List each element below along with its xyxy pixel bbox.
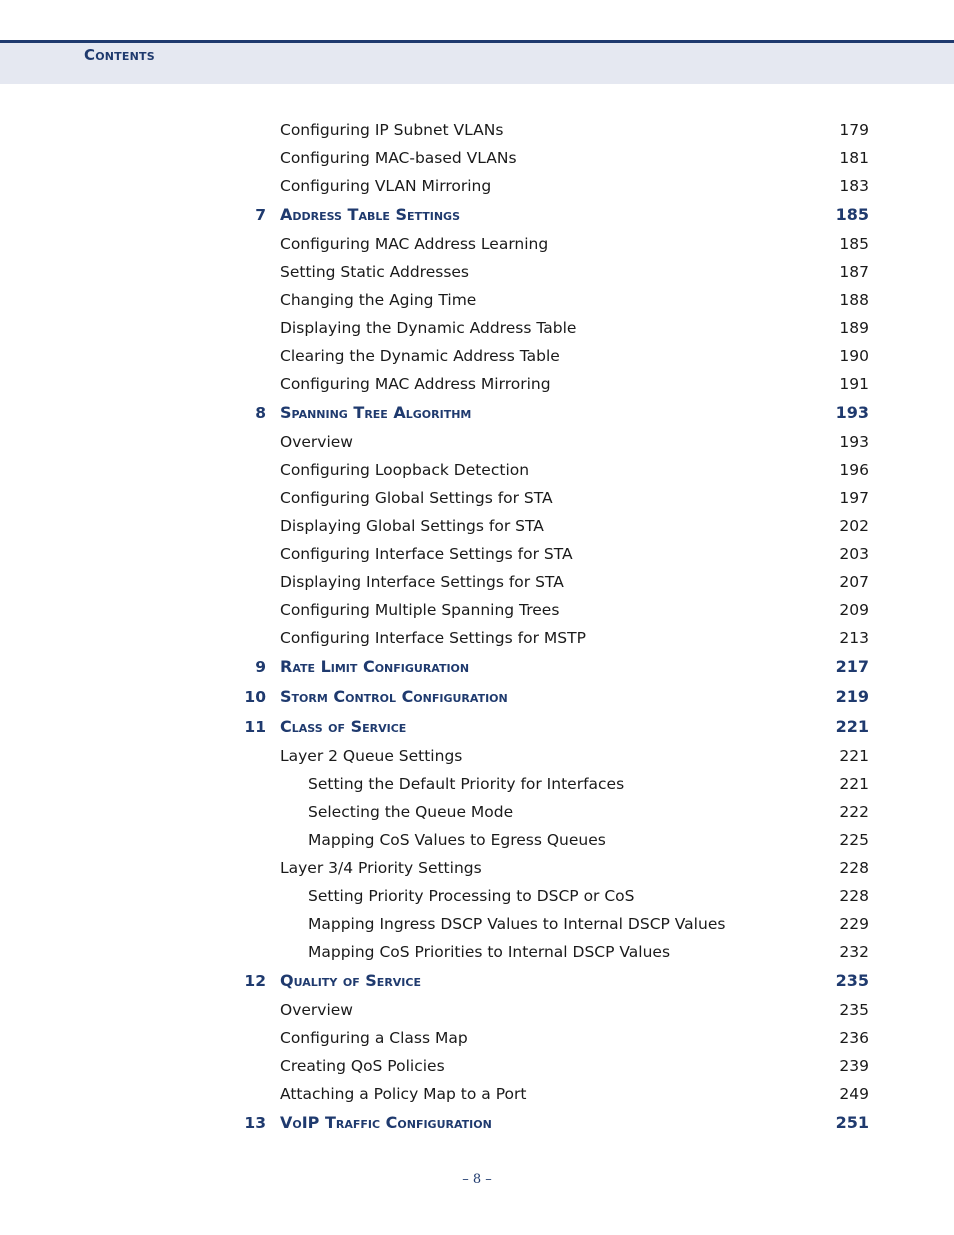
page-ref: 228 [839, 887, 869, 905]
chapter-title[interactable]: Quality of Service [280, 971, 421, 990]
chapter-title[interactable]: Storm Control Configuration [280, 687, 508, 706]
toc-entry-row[interactable] [0, 484, 954, 512]
entry-title[interactable]: Configuring Interface Settings for MSTP [280, 629, 586, 647]
toc-entry-row[interactable] [0, 1080, 954, 1108]
entry-title[interactable]: Displaying Global Settings for STA [280, 517, 544, 535]
page-ref: 221 [839, 775, 869, 793]
entry-title[interactable]: Mapping CoS Values to Egress Queues [308, 831, 606, 849]
toc-entry-row[interactable] [0, 568, 954, 596]
entry-title[interactable]: Configuring a Class Map [280, 1029, 468, 1047]
entry-title[interactable]: Overview [280, 433, 353, 451]
page-ref: 236 [839, 1029, 869, 1047]
toc-entry-row[interactable] [0, 1052, 954, 1080]
toc-entry-row[interactable] [0, 144, 954, 172]
toc-entry-row[interactable] [0, 770, 954, 798]
entry-title[interactable]: Configuring Multiple Spanning Trees [280, 601, 560, 619]
page-ref: 185 [835, 205, 869, 224]
toc-chapter-row[interactable] [0, 398, 954, 428]
entry-title[interactable]: Clearing the Dynamic Address Table [280, 347, 560, 365]
page-ref: 229 [839, 915, 869, 933]
page-ref: 181 [839, 149, 869, 167]
header-title: Contents [84, 46, 155, 64]
toc-entry-row[interactable] [0, 456, 954, 484]
toc-entry-row[interactable] [0, 258, 954, 286]
entry-title[interactable]: Configuring MAC Address Learning [280, 235, 549, 253]
page-ref: 225 [839, 831, 869, 849]
entry-title[interactable]: Displaying Interface Settings for STA [280, 573, 564, 591]
entry-title[interactable]: Creating QoS Policies [280, 1057, 445, 1075]
chapter-number: 11 [244, 718, 266, 736]
entry-title[interactable]: Configuring IP Subnet VLANs [280, 121, 504, 139]
page-ref: 213 [839, 629, 869, 647]
toc-entry-row[interactable] [0, 540, 954, 568]
entry-title[interactable]: Configuring MAC-based VLANs [280, 149, 517, 167]
toc-entry-row[interactable] [0, 798, 954, 826]
entry-title[interactable]: Layer 2 Queue Settings [280, 747, 463, 765]
page-number: – 8 – [462, 1172, 492, 1187]
page-ref: 187 [839, 263, 869, 281]
entry-title[interactable]: Mapping Ingress DSCP Values to Internal DSCP Values [308, 915, 726, 933]
toc-entry-row[interactable] [0, 624, 954, 652]
chapter-number: 7 [255, 206, 266, 224]
toc-entry-row[interactable] [0, 370, 954, 398]
chapter-number: 13 [244, 1114, 266, 1132]
toc-entry-row[interactable] [0, 116, 954, 144]
toc-chapter-row[interactable] [0, 682, 954, 712]
toc-entry-row[interactable] [0, 938, 954, 966]
entry-title[interactable]: Configuring Interface Settings for STA [280, 545, 573, 563]
page-ref: 202 [839, 517, 869, 535]
chapter-title[interactable]: Spanning Tree Algorithm [280, 403, 472, 422]
toc-chapter-row[interactable] [0, 200, 954, 230]
page-ref: 191 [839, 375, 869, 393]
toc-entry-row[interactable] [0, 342, 954, 370]
toc-entry-row[interactable] [0, 230, 954, 258]
table-of-contents [0, 116, 954, 1138]
page-ref: 190 [839, 347, 869, 365]
toc-entry-row[interactable] [0, 286, 954, 314]
toc-entry-row[interactable] [0, 314, 954, 342]
toc-entry-row[interactable] [0, 742, 954, 770]
page-ref: 228 [839, 859, 869, 877]
entry-title[interactable]: Mapping CoS Priorities to Internal DSCP Values [308, 943, 671, 961]
page-ref: 196 [839, 461, 869, 479]
entry-title[interactable]: Configuring VLAN Mirroring [280, 177, 492, 195]
toc-entry-row[interactable] [0, 882, 954, 910]
page-ref: 179 [839, 121, 869, 139]
page-ref: 183 [839, 177, 869, 195]
entry-title[interactable]: Setting the Default Priority for Interfaces [308, 775, 625, 793]
toc-entry-row[interactable] [0, 428, 954, 456]
page-ref: 193 [835, 403, 869, 422]
entry-title[interactable]: Selecting the Queue Mode [308, 803, 514, 821]
toc-entry-row[interactable] [0, 996, 954, 1024]
toc-chapter-row[interactable] [0, 652, 954, 682]
page-ref: 239 [839, 1057, 869, 1075]
entry-title[interactable]: Changing the Aging Time [280, 291, 477, 309]
chapter-title[interactable]: VoIP Traffic Configuration [280, 1113, 492, 1132]
page-ref: 209 [839, 601, 869, 619]
page-ref: 221 [839, 747, 869, 765]
entry-title[interactable]: Overview [280, 1001, 353, 1019]
toc-chapter-row[interactable] [0, 966, 954, 996]
entry-title[interactable]: Displaying the Dynamic Address Table [280, 319, 577, 337]
toc-entry-row[interactable] [0, 826, 954, 854]
page-ref: 251 [835, 1113, 869, 1132]
page-header [0, 0, 954, 84]
chapter-number: 12 [244, 972, 266, 990]
entry-title[interactable]: Layer 3/4 Priority Settings [280, 859, 482, 877]
page-ref: 203 [839, 545, 869, 563]
page-ref: 217 [835, 657, 869, 676]
page-ref: 232 [839, 943, 869, 961]
chapter-title[interactable]: Rate Limit Configuration [280, 657, 470, 676]
entry-title[interactable]: Attaching a Policy Map to a Port [280, 1085, 527, 1103]
page-ref: 221 [835, 717, 869, 736]
chapter-number: 10 [244, 688, 266, 706]
entry-title[interactable]: Configuring Loopback Detection [280, 461, 530, 479]
toc-entry-row[interactable] [0, 854, 954, 882]
toc-entry-row[interactable] [0, 172, 954, 200]
toc-entry-row[interactable] [0, 910, 954, 938]
chapter-title[interactable]: Address Table Settings [280, 205, 461, 224]
toc-chapter-row[interactable] [0, 712, 954, 742]
chapter-title[interactable]: Class of Service [280, 717, 407, 736]
entry-title[interactable]: Configuring Global Settings for STA [280, 489, 553, 507]
chapter-number: 8 [255, 404, 266, 422]
page-ref: 222 [839, 803, 869, 821]
entry-title[interactable]: Setting Static Addresses [280, 263, 470, 281]
page-ref: 219 [835, 687, 869, 706]
entry-title[interactable]: Setting Priority Processing to DSCP or CoS [308, 887, 635, 905]
toc-entry-row[interactable] [0, 596, 954, 624]
page-ref: 235 [839, 1001, 869, 1019]
page-ref: 188 [839, 291, 869, 309]
toc-entry-row[interactable] [0, 1024, 954, 1052]
chapter-number: 9 [255, 658, 266, 676]
page-ref: 249 [839, 1085, 869, 1103]
toc-entry-row[interactable] [0, 512, 954, 540]
page-ref: 207 [839, 573, 869, 591]
toc-chapter-row[interactable] [0, 1108, 954, 1138]
entry-title[interactable]: Configuring MAC Address Mirroring [280, 375, 551, 393]
page-ref: 193 [839, 433, 869, 451]
page-ref: 197 [839, 489, 869, 507]
page-ref: 189 [839, 319, 869, 337]
page-ref: 235 [835, 971, 869, 990]
page-ref: 185 [839, 235, 869, 253]
